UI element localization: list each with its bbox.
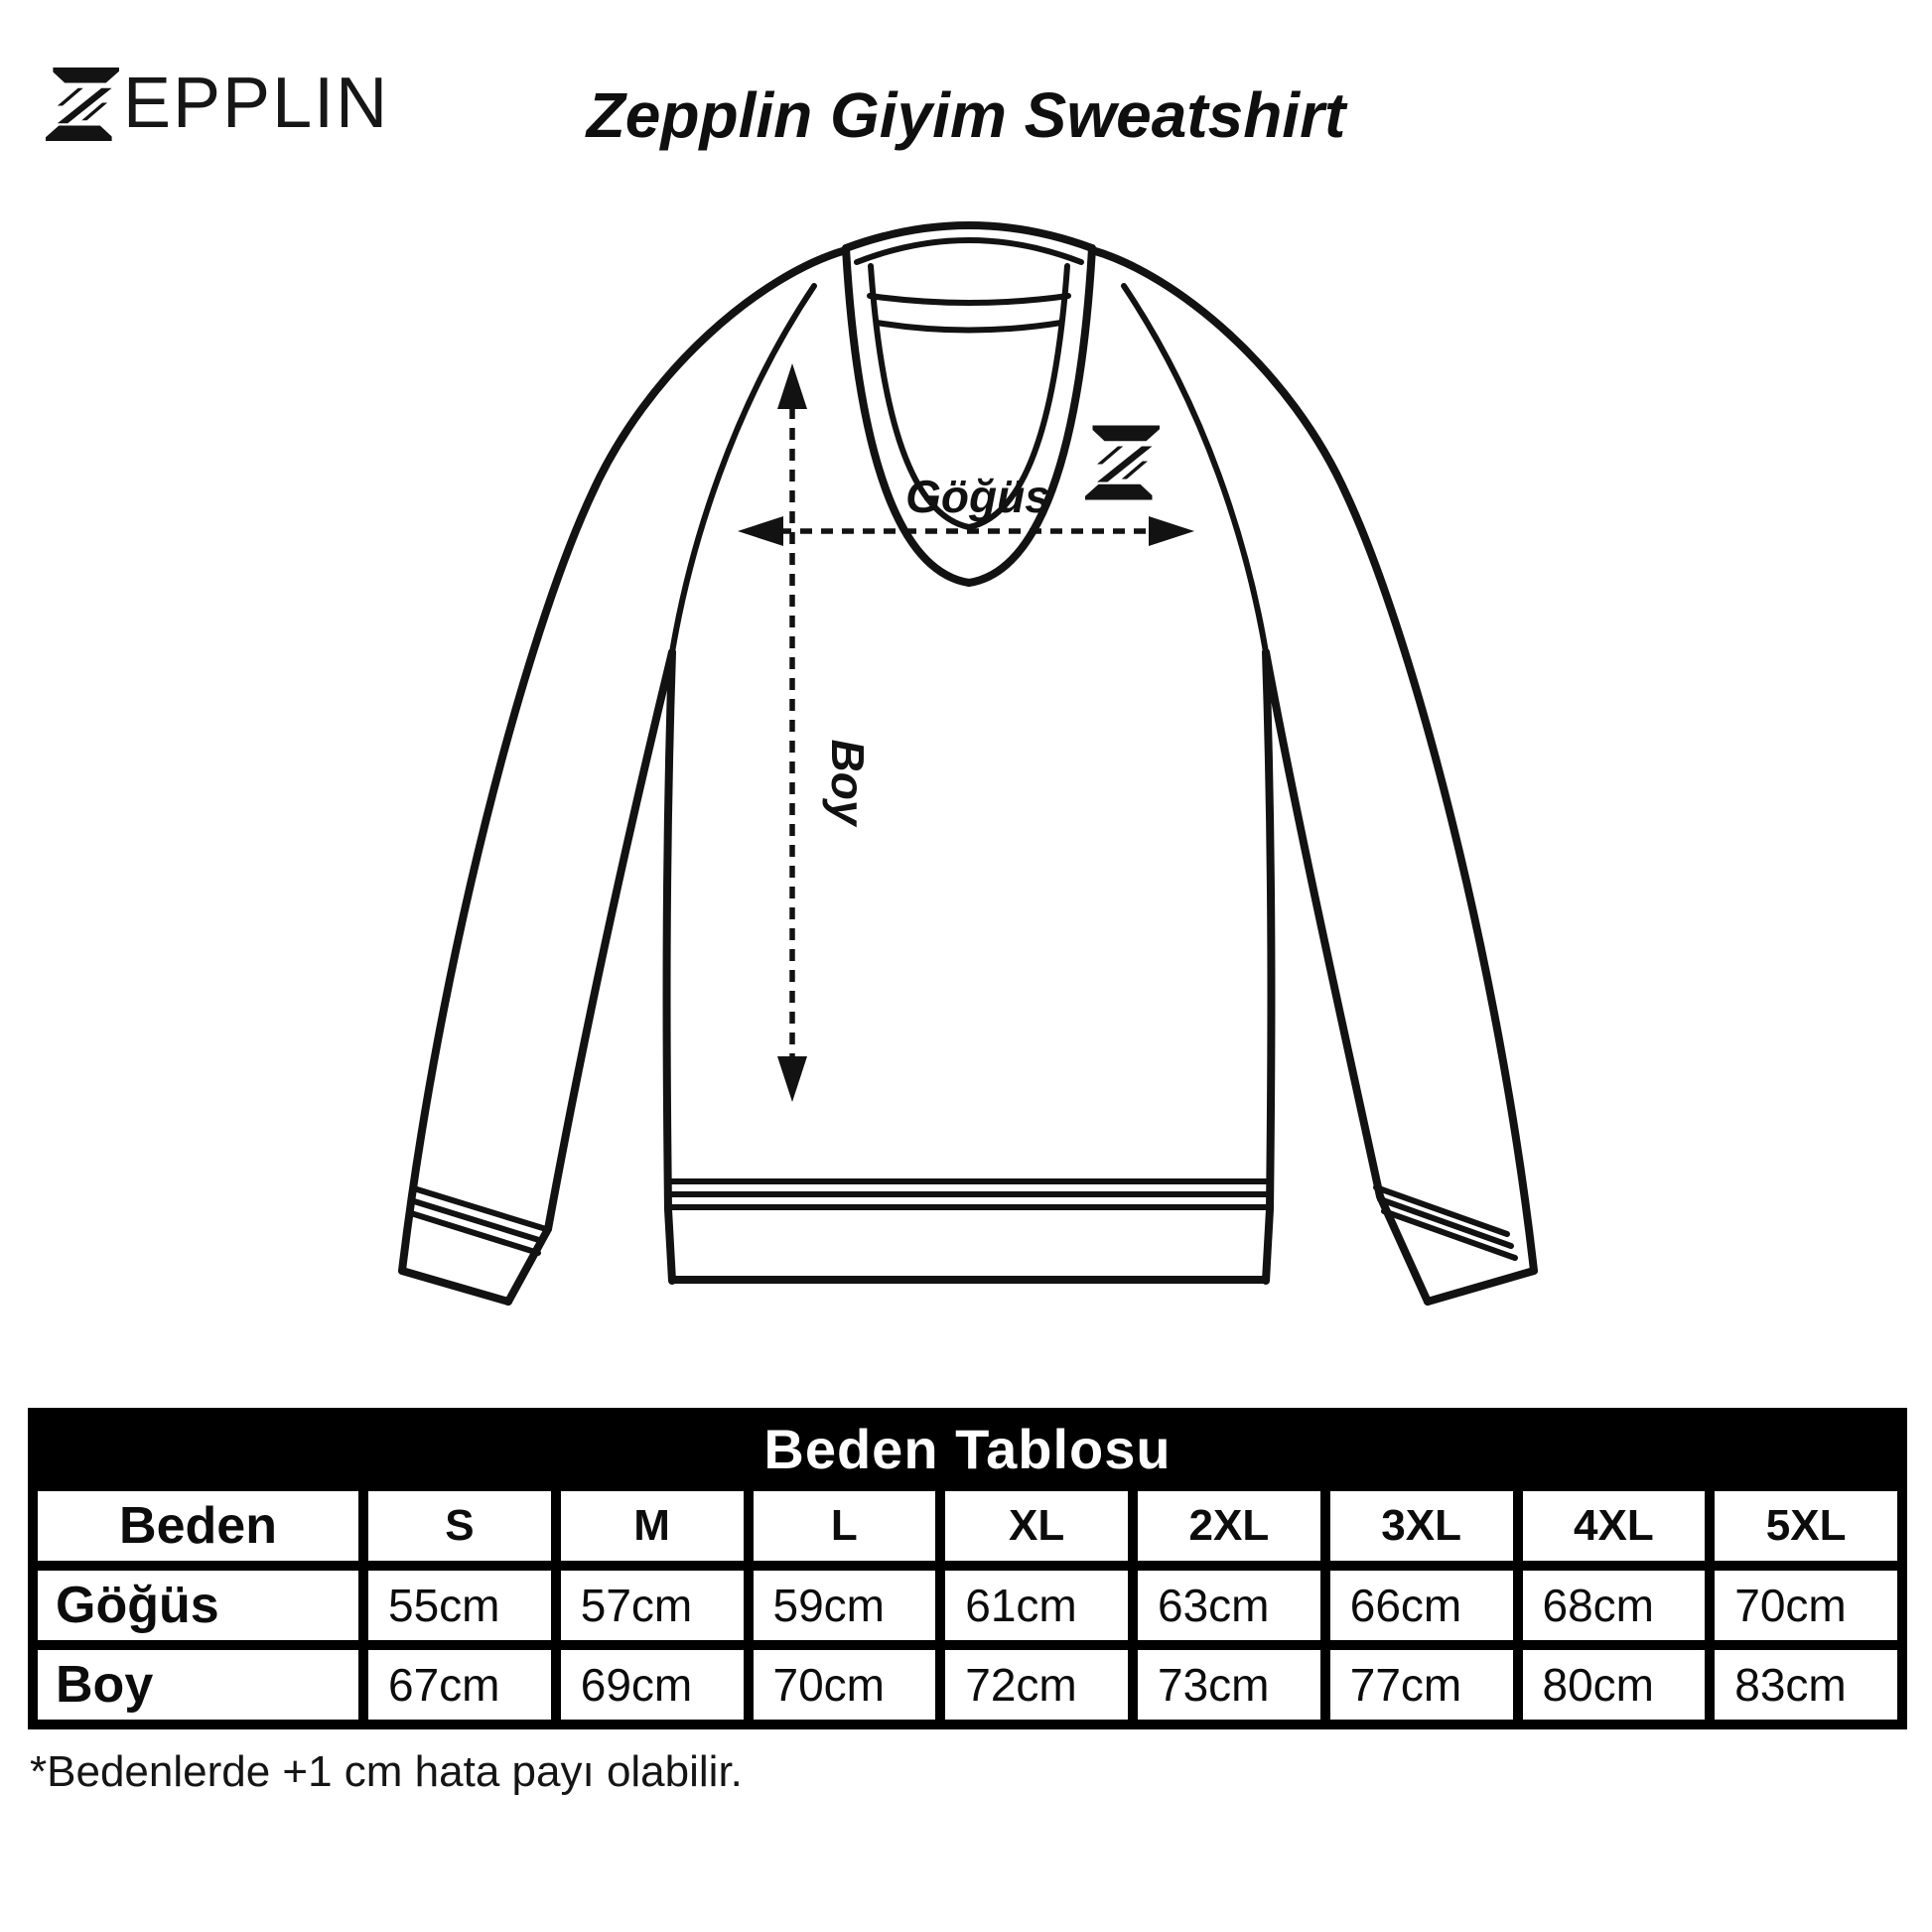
right-sleeve — [1092, 250, 1534, 1302]
chest-value-3xl: 66cm — [1330, 1571, 1513, 1640]
length-value-s: 67cm — [368, 1650, 551, 1720]
chest-value-l: 59cm — [754, 1571, 936, 1640]
size-table-grid — [38, 1491, 1897, 1720]
length-value-3xl: 77cm — [1330, 1650, 1513, 1720]
table-header-2xl: 2XL — [1138, 1491, 1320, 1561]
page-title-regular: Zepplin Giyim — [586, 79, 1007, 151]
length-value-xl: 72cm — [945, 1650, 1128, 1720]
sweatshirt-drawing — [298, 169, 1638, 1400]
length-value-4xl: 80cm — [1523, 1650, 1706, 1720]
table-row-label-length: Boy — [38, 1650, 358, 1720]
chest-z-logo-icon — [1085, 426, 1160, 500]
chest-value-xl: 61cm — [945, 1571, 1128, 1640]
length-value-m: 69cm — [561, 1650, 744, 1720]
table-header-s: S — [368, 1491, 551, 1561]
length-measure-label: Boy — [822, 739, 874, 826]
chest-value-s: 55cm — [368, 1571, 551, 1640]
page-title-bold: Sweatshirt — [1024, 79, 1346, 151]
page-title — [0, 79, 1932, 151]
table-header-5xl: 5XL — [1715, 1491, 1897, 1561]
length-arrow — [777, 363, 807, 1102]
table-header-3xl: 3XL — [1330, 1491, 1513, 1561]
table-header-beden: Beden — [38, 1491, 358, 1561]
length-value-2xl: 73cm — [1138, 1650, 1320, 1720]
chest-measure-label: Göğüs — [905, 471, 1050, 522]
size-table — [28, 1408, 1907, 1729]
brand-logo-text: EPPLIN — [123, 64, 390, 143]
body-panel — [667, 652, 1272, 1281]
sweatshirt-measurement-diagram — [298, 169, 1638, 1400]
table-header-xl: XL — [945, 1491, 1128, 1561]
table-header-m: M — [561, 1491, 744, 1561]
size-table-title: Beden Tablosu — [763, 1418, 1172, 1480]
table-row-label-chest: Göğüs — [38, 1571, 358, 1640]
chest-value-4xl: 68cm — [1523, 1571, 1706, 1640]
table-header-l: L — [754, 1491, 936, 1561]
length-value-5xl: 83cm — [1715, 1650, 1897, 1720]
chest-value-m: 57cm — [561, 1571, 744, 1640]
table-header-4xl: 4XL — [1523, 1491, 1706, 1561]
chest-value-2xl: 63cm — [1138, 1571, 1320, 1640]
chest-value-5xl: 70cm — [1715, 1571, 1897, 1640]
length-value-l: 70cm — [754, 1650, 936, 1720]
size-tolerance-footnote: *Bedenlerde +1 cm hata payı olabilir. — [30, 1747, 743, 1796]
